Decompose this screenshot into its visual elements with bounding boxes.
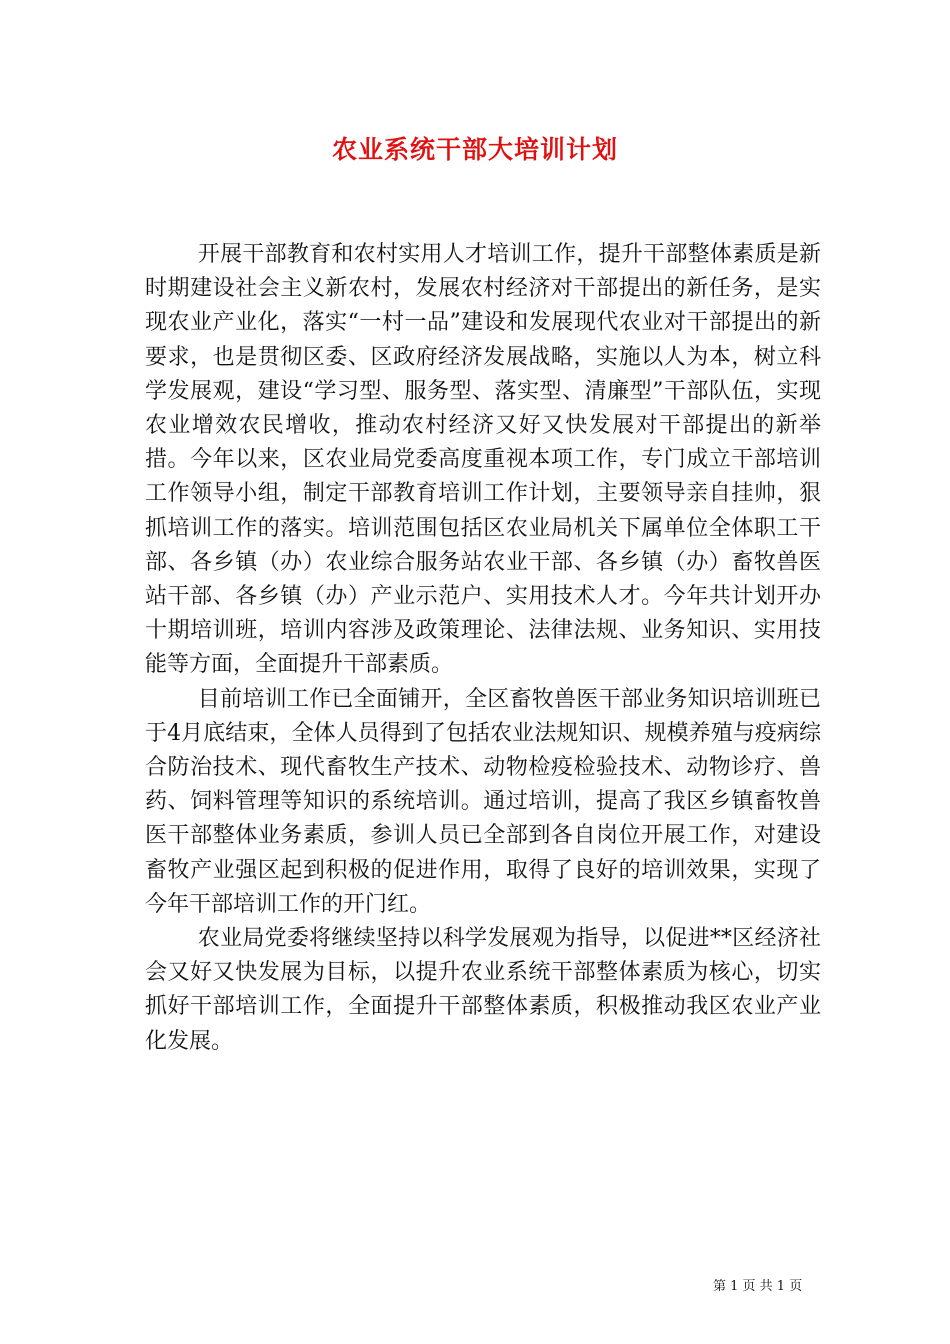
body-paragraph-1: 开展干部教育和农村实用人才培训工作，提升干部整体素质是新时期建设社会主义新农村，发展农村经济对干部提出的新任务，是实现农业产业化，落实“一村一品”建设和发展现代农业对干部提出的新要求，也是贯彻区委、区政府经济发展战略，实施以人为本，树立科学发展观，建设“学习型、服务型、落实型、清廉型”干部队伍，实现农业增效农民增收，推动农村经济又好又快发展对干部提出的新举措。今年以来，区农业局党委高度重视本项工作，专门成立干部培训工作领导小组，制定干部教育培训工作计划，主要领导亲自挂帅，狠抓培训工作的落实。培训范围包括区农业局机关下属单位全体职工干部、各乡镇（办）农业综合服务站农业干部、各乡镇（办）畜牧兽医站干部、各乡镇（办）产业示范户、实用技术人才。今年共计划开办十期培训班，培训内容涉及政策理论、法律法规、业务知识、实用技能等方面，全面提升干部素质。 — [145, 242, 821, 678]
document-title: 农业系统干部大培训计划 — [331, 135, 618, 164]
page-number-footer: 第 1 页 共 1 页 — [713, 1279, 803, 1294]
body-paragraph-2: 目前培训工作已全面铺开，全区畜牧兽医干部业务知识培训班已于4月底结束，全体人员得到了包括农业法规知识、规模养殖与疫病综合防治技术、现代畜牧生产技术、动物检疫检验技术、动物诊疗、兽药、饲料管理等知识的系统培训。通过培训，提高了我区乡镇畜牧兽医干部整体业务素质，参训人员已全部到各自岗位开展工作，对建设畜牧产业强区起到积极的促进作用，取得了良好的培训效果，实现了今年干部培训工作的开门红。 — [145, 686, 821, 917]
document-body — [145, 238, 821, 1059]
body-paragraph-3: 农业局党委将继续坚持以科学发展观为指导，以促进**区经济社会又好又快发展为目标，以提升农业系统干部整体素质为核心，切实抓好干部培训工作，全面提升干部整体素质，积极推动我区农业产业化发展。 — [145, 926, 821, 1054]
